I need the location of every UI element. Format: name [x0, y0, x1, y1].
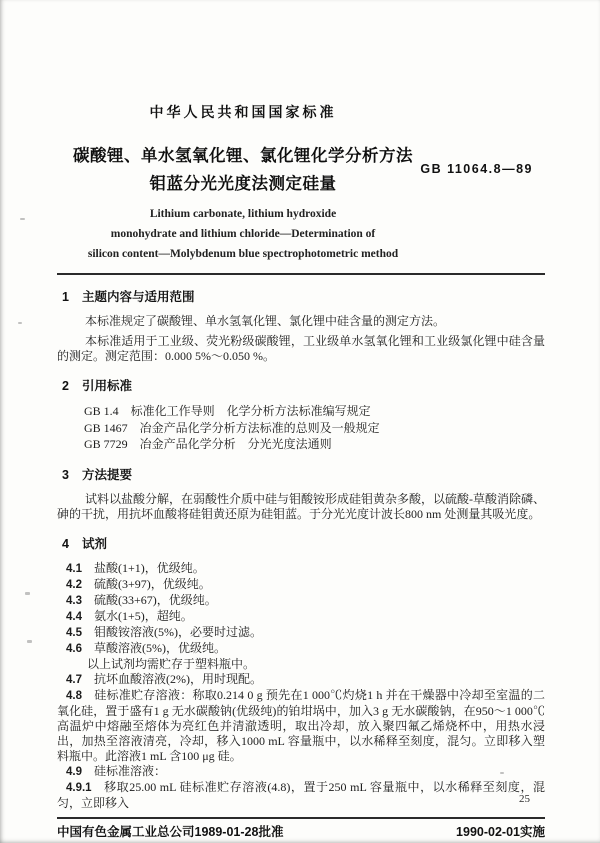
- paragraph: 本标准适用于工业级、荧光粉级碳酸锂，工业级单水氢氧化锂和工业级氯化锂中硅含量的测定。测定范围：0.000 5%～0.050 %。: [57, 334, 545, 363]
- reagent-item: [57, 609, 545, 625]
- section-scope: [57, 289, 545, 364]
- reagent-item: [57, 641, 545, 657]
- reagent-item: [57, 625, 545, 641]
- reference-list: [57, 403, 545, 453]
- item-number: 4.1: [66, 562, 82, 575]
- item-text: 硅标准溶液：: [94, 763, 167, 778]
- reagent-item: [57, 561, 545, 577]
- section-number: 2: [62, 379, 69, 393]
- header-divider: [57, 273, 545, 275]
- section-title: 主题内容与适用范围: [81, 290, 195, 304]
- item-number: 4.8: [66, 689, 82, 702]
- item-number: 4.5: [66, 626, 82, 639]
- paragraph: 本标准规定了碳酸锂、单水氢氧化锂、氯化锂中硅含量的测定方法。: [85, 314, 446, 328]
- section-heading: [57, 378, 545, 394]
- national-standard-label: 中华人民共和国国家标准: [149, 104, 337, 120]
- item-text: 钼酸铵溶液(5%)，必要时过滤。: [94, 624, 262, 639]
- item-text: 硫酸(33+67)，优级纯。: [94, 592, 217, 607]
- section-title: 方法提要: [81, 467, 132, 482]
- item-text: 移取25.00 mL 硅标准贮存溶液(4.8)，置于250 mL 容量瓶中，以水稀释至刻度，混匀，立即移入: [57, 779, 545, 810]
- paragraph: 试料以盐酸分解，在弱酸性介质中硅与钼酸铵形成硅钼黄杂多酸，以硫酸-草酸消除磷、砷的干扰，用抗坏血酸将硅钼黄还原为硅钼蓝。于分光光度计波长800 nm 处测量其吸光度。: [57, 491, 545, 521]
- page-number: 25: [519, 793, 530, 805]
- english-title: [57, 204, 429, 264]
- implementation-note: 1990-02-01实施: [456, 824, 545, 839]
- title-column: [57, 103, 429, 264]
- document-title-line2: 钼蓝分光光度法测定硅量: [149, 175, 337, 193]
- section-number: 1: [62, 290, 69, 304]
- standard-code: GB 11064.8—89: [420, 162, 533, 176]
- english-title-line2: monohydrate and lithium chloride—Determination of: [110, 228, 376, 240]
- section-references: [57, 378, 545, 453]
- reagent-item: [57, 593, 545, 609]
- section-heading: [57, 536, 545, 552]
- item-text: 草酸溶液(5%)，优级纯。: [94, 640, 226, 655]
- section-heading: [57, 467, 545, 483]
- item-number: 4.9: [66, 765, 82, 778]
- document-footer: [57, 822, 545, 840]
- section-method-summary: [57, 467, 545, 522]
- reference-item: GB 1.4 标准化工作导则 化学分析方法标准编写规定: [84, 404, 371, 418]
- item-text: 盐酸(1+1)，优级纯。: [94, 560, 205, 575]
- item-text: 氨水(1+5)，超纯。: [94, 608, 193, 623]
- english-title-line1: Lithium carbonate, lithium hydroxide: [149, 208, 337, 220]
- document-title-line1: 碳酸锂、单水氢氧化锂、氯化锂化学分析方法: [73, 147, 413, 165]
- reagent-item: [57, 672, 545, 688]
- item-number: 4.6: [66, 642, 82, 655]
- section-title: 引用标准: [81, 379, 132, 393]
- reference-item: GB 7729 冶金产品化学分析 分光光度法通则: [84, 437, 332, 451]
- item-text: 硅标准贮存溶液：称取0.214 0 g 预先在1 000℃灼烧1 h 并在干燥器中冷却至室温的二氧化硅，置于盛有1 g 无水碳酸钠(优级纯)的铂坩埚中，加入3 g 无水碳酸钠，在950～1 000℃高温炉中熔融至熔体为亮红色并清澈透明，取出冷却，放入聚四氟乙烯烧杯中，用热水浸出，加热至溶液清亮，冷却，移入1000 mL 容量瓶中，以水稀释至刻度，混匀。立即移入塑料瓶中。此溶液1 mL 含100 μg 硅。: [57, 687, 545, 763]
- item-text: 抗坏血酸溶液(2%)，用时现配。: [94, 671, 262, 686]
- item-number: 4.9.1: [66, 781, 92, 794]
- reagent-item: [57, 688, 545, 764]
- item-number: 4.2: [66, 578, 82, 591]
- section-title: 试剂: [81, 536, 107, 551]
- section-reagents: [57, 536, 545, 811]
- section-number: 4: [62, 536, 69, 551]
- approval-note: 中国有色金属工业总公司1989-01-28批准: [57, 824, 284, 839]
- section-heading: [57, 289, 545, 305]
- document-body: [57, 289, 545, 811]
- reagent-item: [57, 764, 545, 780]
- section-number: 3: [62, 467, 69, 482]
- storage-note: 以上试剂均需贮存于塑料瓶中。: [87, 656, 256, 671]
- english-title-line3: silicon content—Molybdenum blue spectrophotometric method: [87, 248, 399, 260]
- footer-divider: [57, 817, 545, 819]
- document-header: [57, 0, 545, 264]
- item-number: 4.4: [66, 610, 82, 623]
- item-number: 4.7: [66, 673, 82, 686]
- reagent-item: [57, 780, 545, 811]
- reference-item: GB 1467 冶金产品化学分析方法标准的总则及一般规定: [84, 420, 380, 435]
- item-number: 4.3: [66, 594, 82, 607]
- reagent-item: [57, 577, 545, 593]
- item-text: 硫酸(3+97)，优级纯。: [94, 576, 211, 591]
